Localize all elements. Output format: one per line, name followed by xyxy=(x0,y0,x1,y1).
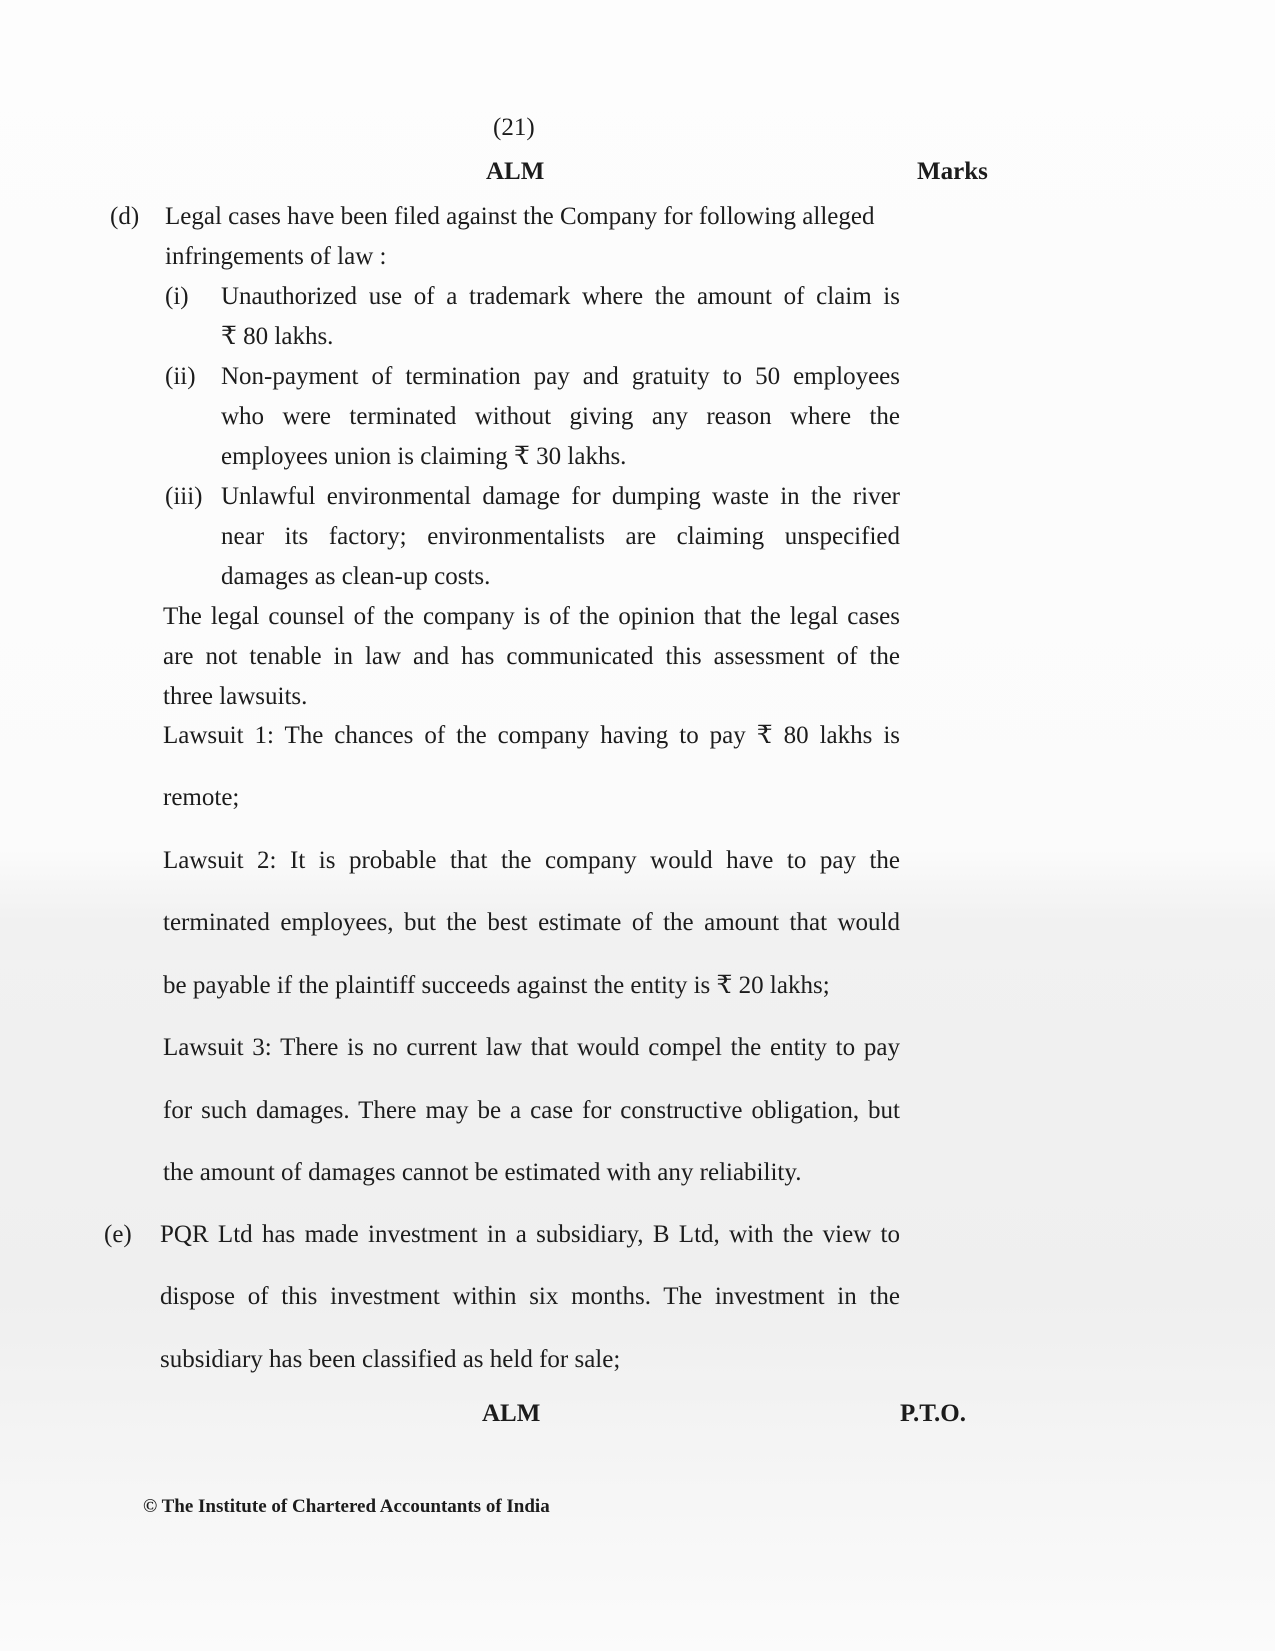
lawsuit-2-line: be payable if the plaintiff succeeds against the entity is ₹ 20 lakhs; xyxy=(163,972,830,999)
lawsuit-1-line: remote; xyxy=(163,784,240,811)
lawsuit-3-line: for such damages. There may be a case for constructive obligation, but xyxy=(163,1097,900,1124)
paper-code-footer: ALM xyxy=(482,1400,541,1427)
counsel-line: three lawsuits. xyxy=(163,683,308,710)
question-e-label: (e) xyxy=(104,1221,132,1248)
lawsuit-3-line: Lawsuit 3: There is no current law that would compel the entity to pay xyxy=(163,1034,900,1061)
item-line: ₹ 80 lakhs. xyxy=(221,323,334,350)
item-line: near its factory; environmentalists are claiming unspecified xyxy=(221,523,900,550)
item-line: damages as clean-up costs. xyxy=(221,563,491,590)
lawsuit-3-line: the amount of damages cannot be estimated with any reliability. xyxy=(163,1159,802,1186)
question-d-label: (d) xyxy=(110,203,140,230)
paper-code-header: ALM xyxy=(486,158,545,185)
item-label: (iii) xyxy=(165,483,203,510)
lawsuit-2-line: Lawsuit 2: It is probable that the company would have to pay the xyxy=(163,847,900,874)
item-line: Unlawful environmental damage for dumping waste in the river xyxy=(221,483,900,510)
lawsuit-2-line: terminated employees, but the best estimate of the amount that would xyxy=(163,909,900,936)
page-number: (21) xyxy=(493,114,535,141)
item-line: who were terminated without giving any reason where the xyxy=(221,403,900,430)
item-line: Non-payment of termination pay and gratuity to 50 employees xyxy=(221,363,900,390)
question-d-intro-line: Legal cases have been filed against the Company for following alleged xyxy=(165,203,875,230)
question-e-line: subsidiary has been classified as held for sale; xyxy=(160,1346,621,1373)
copyright-notice: © The Institute of Chartered Accountants of India xyxy=(143,1496,550,1517)
marks-label: Marks xyxy=(917,158,988,185)
counsel-line: The legal counsel of the company is of the opinion that the legal cases xyxy=(163,603,900,630)
counsel-line: are not tenable in law and has communicated this assessment of the xyxy=(163,643,900,670)
question-e-line: PQR Ltd has made investment in a subsidiary, B Ltd, with the view to xyxy=(160,1221,900,1248)
item-label: (ii) xyxy=(165,363,196,390)
item-label: (i) xyxy=(165,283,189,310)
item-line: Unauthorized use of a trademark where the amount of claim is xyxy=(221,283,900,310)
item-line: employees union is claiming ₹ 30 lakhs. xyxy=(221,443,627,470)
question-e-line: dispose of this investment within six months. The investment in the xyxy=(160,1283,900,1310)
question-d-intro-line: infringements of law : xyxy=(165,243,387,270)
lawsuit-1-line: Lawsuit 1: The chances of the company having to pay ₹ 80 lakhs is xyxy=(163,722,900,749)
pto-label: P.T.O. xyxy=(900,1400,966,1427)
